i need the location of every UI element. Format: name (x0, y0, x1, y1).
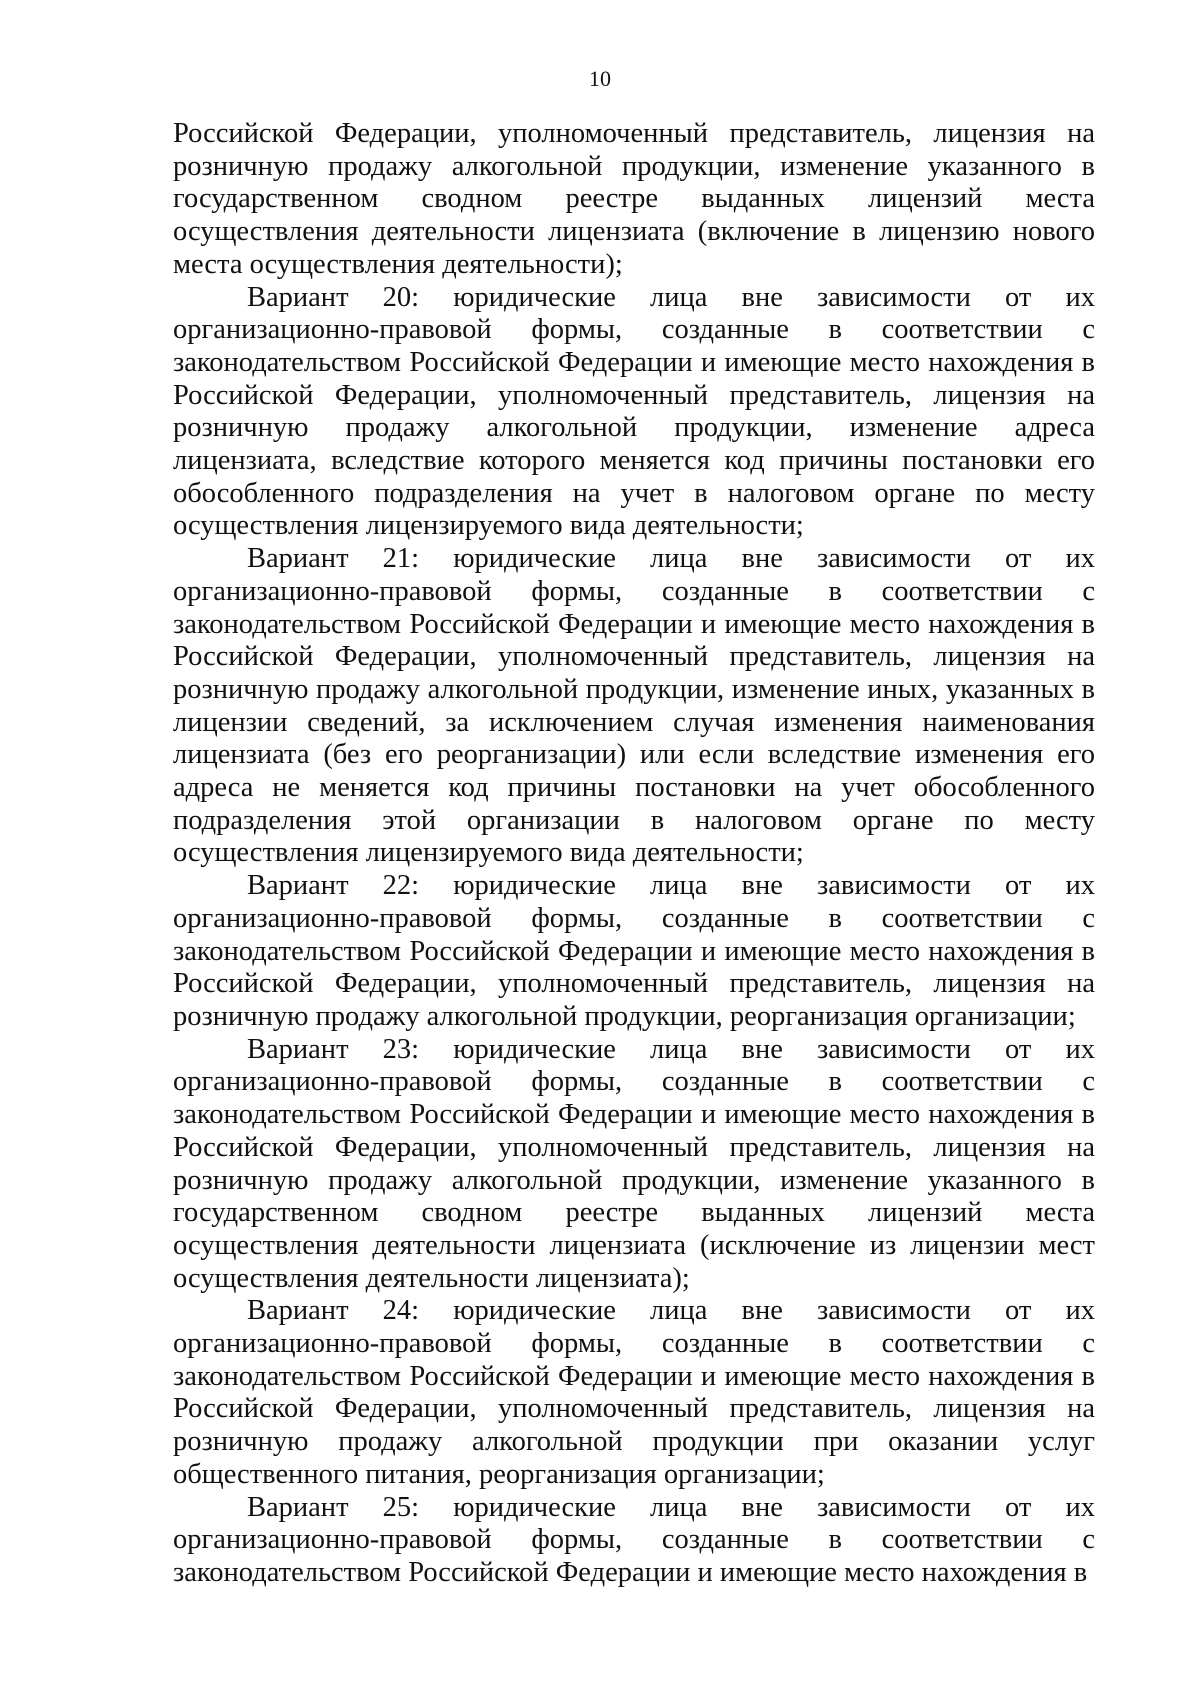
page-number: 10 (589, 66, 611, 91)
paragraph-variant-25: Вариант 25: юридические лица вне зависимости от их организационно-правовой формы, созданные в соответствии с законодательством Российской Федерации и имеющие место нахождения в (173, 1491, 1095, 1588)
paragraph-variant-24: Вариант 24: юридические лица вне зависимости от их организационно-правовой формы, созданные в соответствии с законодательством Российской Федерации и имеющие место нахождения в Российской Федерации, уполномоченный представитель, лицензия на розничную продажу алкогольной продукции при оказании услуг общественного питания, реорганизация организации; (173, 1295, 1095, 1490)
paragraph-variant-20: Вариант 20: юридические лица вне зависимости от их организационно-правовой формы, созданные в соответствии с законодательством Российской Федерации и имеющие место нахождения в Российской Федерации, уполномоченный представитель, лицензия на розничную продажу алкогольной продукции, изменение адреса лицензиата, вследствие которого меняется код причины постановки его обособленного подразделения на учет в налоговом органе по месту осуществления лицензируемого вида деятельности; (173, 281, 1095, 542)
paragraph-variant-21: Вариант 21: юридические лица вне зависимости от их организационно-правовой формы, созданные в соответствии с законодательством Российской Федерации и имеющие место нахождения в Российской Федерации, уполномоченный представитель, лицензия на розничную продажу алкогольной продукции, изменение иных, указанных в лицензии сведений, за исключением случая изменения наименования лицензиата (без его реорганизации) или если вследствие изменения его адреса не меняется код причины постановки на учет обособленного подразделения этой организации в налоговом органе по месту осуществления лицензируемого вида деятельности; (173, 543, 1095, 869)
document-body (173, 118, 1095, 1590)
paragraph-variant-23: Вариант 23: юридические лица вне зависимости от их организационно-правовой формы, созданные в соответствии с законодательством Российской Федерации и имеющие место нахождения в Российской Федерации, уполномоченный представитель, лицензия на розничную продажу алкогольной продукции, изменение указанного в государственном сводном реестре выданных лицензий места осуществления деятельности лицензиата (исключение из лицензии мест осуществления деятельности лицензиата); (173, 1033, 1095, 1294)
paragraph-variant-22: Вариант 22: юридические лица вне зависимости от их организационно-правовой формы, созданные в соответствии с законодательством Российской Федерации и имеющие место нахождения в Российской Федерации, уполномоченный представитель, лицензия на розничную продажу алкогольной продукции, реорганизация организации; (173, 870, 1095, 1032)
paragraph-continuation: Российской Федерации, уполномоченный представитель, лицензия на розничную продажу алкогольной продукции, изменение указанного в государственном сводном реестре выданных лицензий места осуществления деятельности лицензиата (включение в лицензию нового места осуществления деятельности); (173, 118, 1095, 280)
